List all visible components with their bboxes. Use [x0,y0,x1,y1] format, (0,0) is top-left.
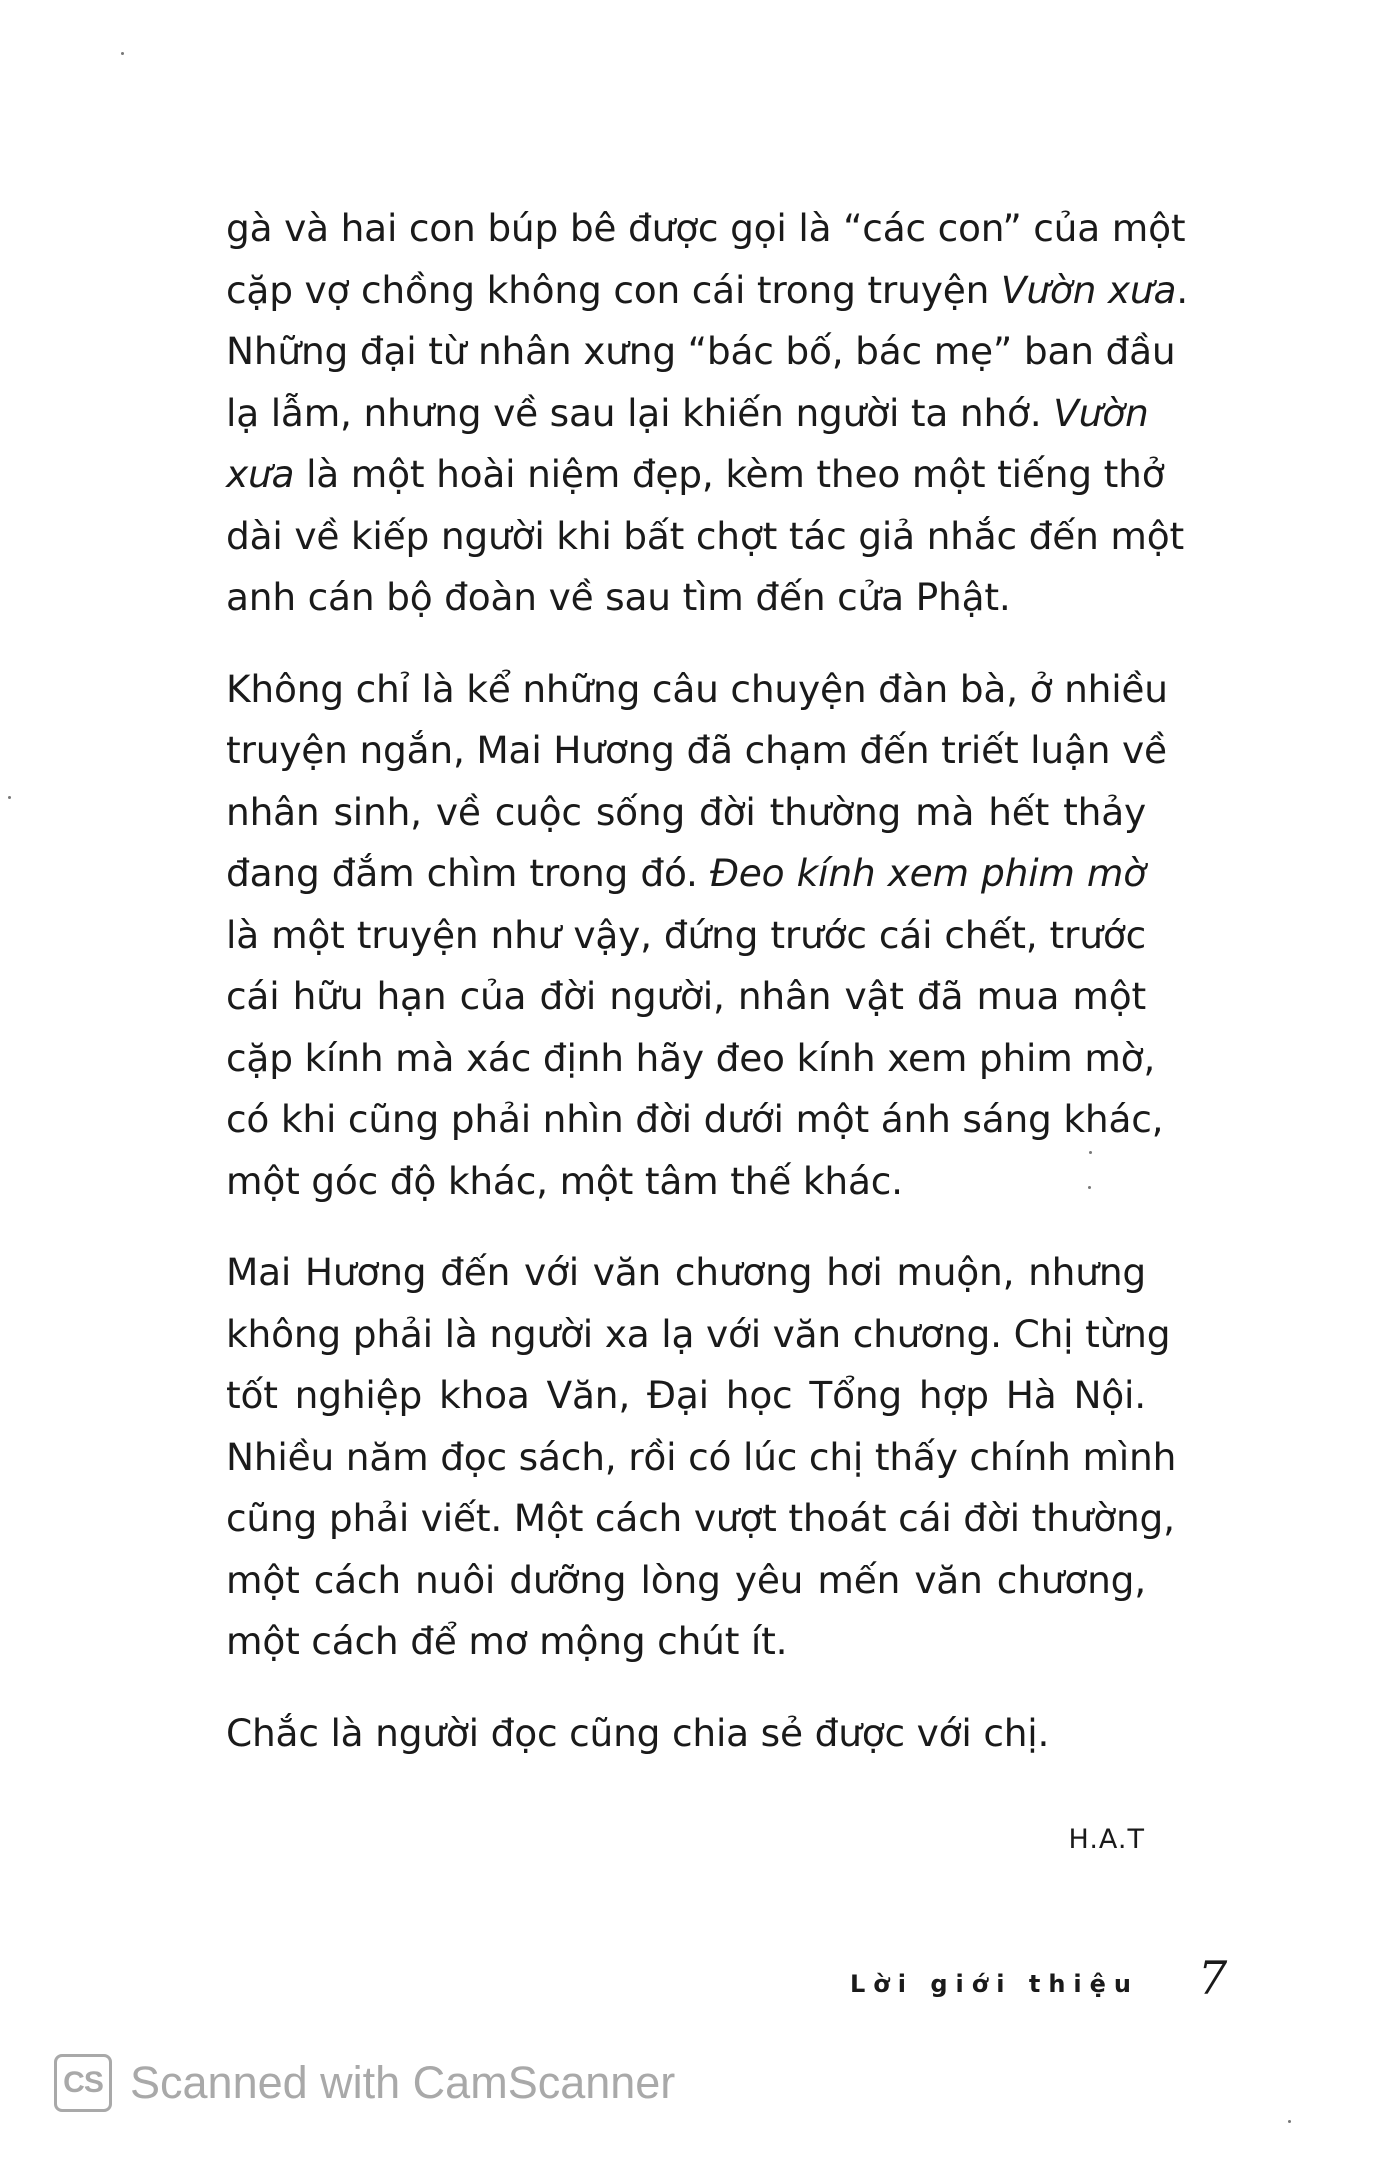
text-segment: một cách để mơ mộng chút ít. [226,1619,788,1663]
italic-title-text: Đeo kính xem phim mờ [709,851,1146,895]
text-line [226,1242,1146,1304]
text-segment: anh cán bộ đoàn về sau tìm đến cửa Phật. [226,575,1011,619]
text-segment: . [1176,267,1188,312]
text-line [226,260,1188,322]
paragraph [226,1242,1177,1673]
text-line [226,383,1149,445]
text-line [226,321,1176,383]
camscanner-watermark-text: Scanned with CamScanner [130,2057,676,2108]
camscanner-watermark [54,2052,675,2114]
text-line [226,506,1184,568]
text-line [226,1304,1171,1366]
author-signature: H.A.T [1068,1824,1145,1855]
camscanner-logo-icon: CS [54,2054,112,2112]
scan-speck [1088,1186,1091,1189]
text-line [226,843,1146,905]
page-number: 7 [1198,1951,1228,2005]
text-line [226,1365,1146,1427]
text-segment: là một truyện như vậy, đứng trước cái chết, trước [226,912,1146,957]
text-segment: lạ lẫm, nhưng về sau lại khiến người ta nhớ. [226,390,1054,435]
text-segment: gà và hai con búp bê được gọi là “các con” của một [226,206,1186,250]
scan-speck [1288,2120,1291,2123]
text-line [226,782,1146,844]
text-segment: truyện ngắn, Mai Hương đã chạm đến triết luận về [226,728,1167,772]
text-segment: đang đắm chìm trong đó. [226,851,710,895]
running-footer-title: Lời giới thiệu [850,1970,1139,1998]
text-segment: cặp kính mà xác định hãy đeo kính xem phim mờ, [226,1035,1156,1080]
text-segment: cặp vợ chồng không con cái trong truyện [226,267,1001,312]
text-line [226,905,1146,967]
text-segment: Những đại từ nhân xưng “bác bố, bác mẹ” ban đầu [226,329,1176,373]
text-line [226,1028,1156,1090]
text-segment: dài về kiếp người khi bất chợt tác giả nhắc đến một [226,513,1184,558]
text-segment: không phải là người xa lạ với văn chương. Chị từng [226,1311,1171,1356]
text-segment: một góc độ khác, một tâm thế khác. [226,1158,903,1203]
text-segment: là một hoài niệm đẹp, kèm theo một tiếng thở [294,452,1165,496]
text-line [226,444,1165,506]
text-line [226,966,1146,1028]
text-line [226,1550,1146,1612]
scan-speck [8,796,11,799]
scan-speck [1089,1151,1092,1154]
scan-speck [121,52,124,55]
text-line [226,198,1186,260]
text-segment: Chắc là người đọc cũng chia sẻ được với chị. [226,1710,1050,1755]
body-text [226,198,1188,1764]
text-segment: cũng phải viết. Một cách vượt thoát cái đời thường, [226,1496,1175,1540]
text-segment: có khi cũng phải nhìn đời dưới một ánh sáng khác, [226,1097,1164,1141]
paragraph [226,659,1168,1213]
text-segment: tốt nghiệp khoa Văn, Đại học Tổng hợp Hà Nội. [226,1373,1146,1417]
text-line [226,1488,1175,1550]
text-line [226,1089,1164,1151]
text-line [226,1703,1146,1765]
text-line [226,1611,1146,1673]
text-line [226,659,1168,721]
italic-title-text: Vườn xưa [1000,267,1177,312]
text-line [226,1151,1146,1213]
text-line [226,1427,1177,1489]
text-segment: nhân sinh, về cuộc sống đời thường mà hết thảy [226,789,1146,834]
italic-title-text: Vườn [1053,390,1149,435]
text-line [226,720,1167,782]
text-segment: Nhiều năm đọc sách, rồi có lúc chị thấy chính mình [226,1434,1177,1479]
text-segment: Không chỉ là kể những câu chuyện đàn bà, ở nhiều [226,666,1168,711]
italic-title-text: xưa [226,452,295,496]
text-segment: một cách nuôi dưỡng lòng yêu mến văn chương, [226,1557,1146,1602]
text-segment: Mai Hương đến với văn chương hơi muộn, nhưng [226,1250,1146,1294]
paragraph [226,198,1188,629]
paragraph [226,1703,1146,1765]
text-line [226,567,1146,629]
text-segment: cái hữu hạn của đời người, nhân vật đã mua một [226,974,1146,1018]
